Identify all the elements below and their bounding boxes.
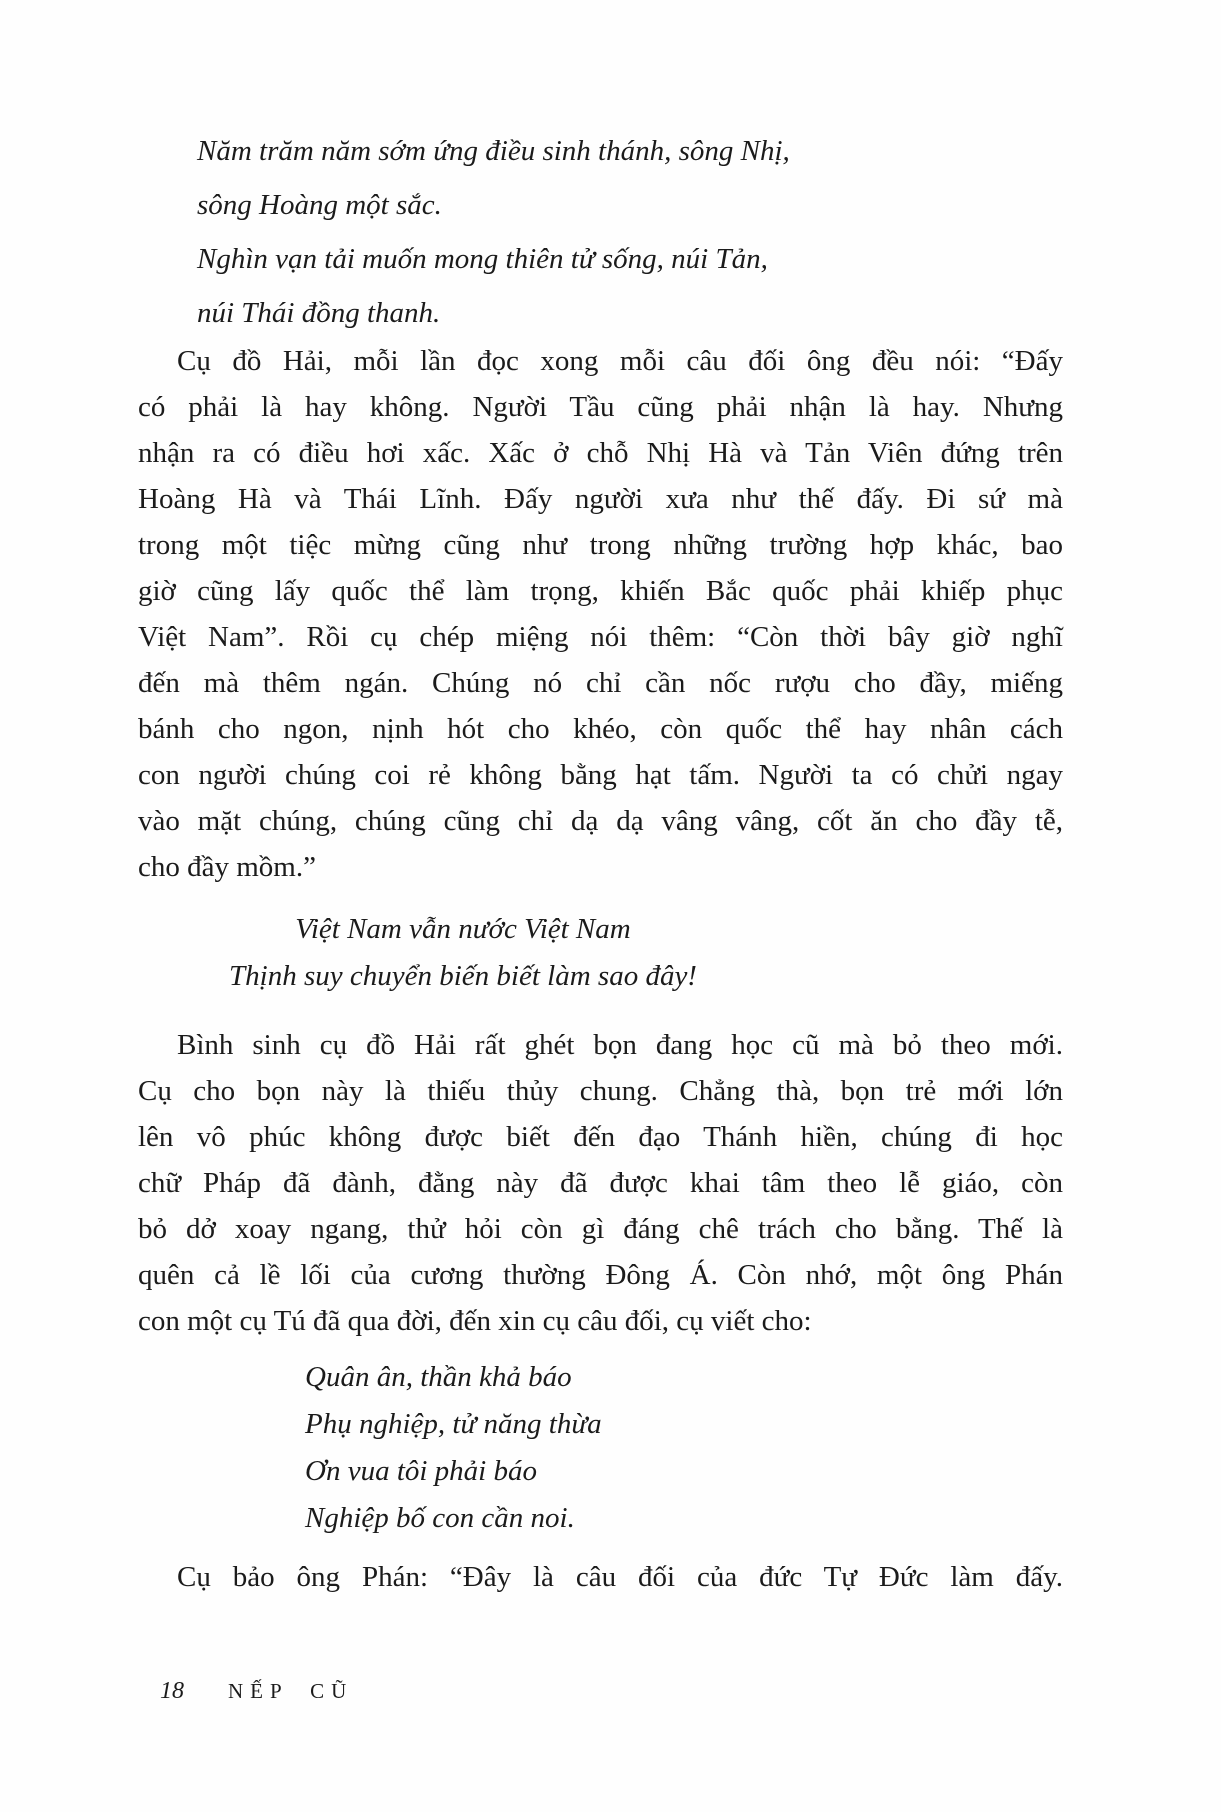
text-line: bỏ dở xoay ngang, thử hỏi còn gì đáng chê trách cho bằng. Thế là bbox=[138, 1213, 1063, 1245]
text-line: con người chúng coi rẻ không bằng hạt tấm. Người ta có chửi ngay bbox=[138, 759, 1063, 791]
text-line: nhận ra có điều hơi xấc. Xấc ở chỗ Nhị Hà và Tản Viên đứng trên bbox=[138, 437, 1063, 469]
text-line: Năm trăm năm sớm ứng điều sinh thánh, sông Nhị, bbox=[197, 135, 790, 167]
text-line: có phải là hay không. Người Tầu cũng phải nhận là hay. Nhưng bbox=[138, 391, 1063, 423]
text-line: Nghìn vạn tải muốn mong thiên tử sống, núi Tản, bbox=[197, 243, 768, 275]
running-title: NẾP CŨ bbox=[228, 1679, 354, 1703]
text-line: núi Thái đồng thanh. bbox=[197, 297, 441, 329]
text-line: Quân ân, thần khả báo bbox=[305, 1361, 572, 1393]
text-line: bánh cho ngon, nịnh hót cho khéo, còn quốc thể hay nhân cách bbox=[138, 713, 1063, 745]
text-line: giờ cũng lấy quốc thể làm trọng, khiến Bắc quốc phải khiếp phục bbox=[138, 575, 1063, 607]
page-footer bbox=[160, 1678, 353, 1705]
text-line: Việt Nam”. Rồi cụ chép miệng nói thêm: “Còn thời bây giờ nghĩ bbox=[138, 621, 1063, 653]
text-line: cho đầy mồm.” bbox=[138, 851, 316, 883]
paragraph-1 bbox=[138, 338, 1063, 890]
paragraph-3 bbox=[138, 1554, 1063, 1600]
text-line: Cụ đồ Hải, mỗi lần đọc xong mỗi câu đối ông đều nói: “Đấy bbox=[177, 345, 1063, 377]
text-line: lên vô phúc không được biết đến đạo Thánh hiền, chúng đi học bbox=[138, 1121, 1063, 1153]
centered-couplet bbox=[138, 906, 788, 1000]
text-line: sông Hoàng một sắc. bbox=[197, 189, 442, 221]
text-line: đến mà thêm ngán. Chúng nó chỉ cần nốc rượu cho đầy, miếng bbox=[138, 667, 1063, 699]
text-line: Thịnh suy chuyển biến biết làm sao đây! bbox=[229, 960, 697, 992]
text-line: trong một tiệc mừng cũng như trong những trường hợp khác, bao bbox=[138, 529, 1063, 561]
text-line: Phụ nghiệp, tử năng thừa bbox=[305, 1408, 602, 1440]
text-line: Việt Nam vẫn nước Việt Nam bbox=[295, 913, 631, 945]
page-number: 18 bbox=[160, 1678, 184, 1704]
text-line: con một cụ Tú đã qua đời, đến xin cụ câu đối, cụ viết cho: bbox=[138, 1305, 812, 1337]
text-line: Bình sinh cụ đồ Hải rất ghét bọn đang học cũ mà bỏ theo mới. bbox=[177, 1029, 1063, 1061]
text-line: vào mặt chúng, chúng cũng chỉ dạ dạ vâng vâng, cốt ăn cho đầy tễ, bbox=[138, 805, 1063, 837]
text-line: Cụ cho bọn này là thiếu thủy chung. Chẳng thà, bọn trẻ mới lớn bbox=[138, 1075, 1063, 1107]
text-line: chữ Pháp đã đành, đằng này đã được khai tâm theo lễ giáo, còn bbox=[138, 1167, 1063, 1199]
text-line: Ơn vua tôi phải báo bbox=[305, 1455, 537, 1487]
opening-verse bbox=[138, 124, 1063, 340]
text-line: Cụ bảo ông Phán: “Đây là câu đối của đức Tự Đức làm đấy. bbox=[177, 1561, 1063, 1593]
text-line: quên cả lề lối của cương thường Đông Á. Còn nhớ, một ông Phán bbox=[138, 1259, 1063, 1291]
text-line: Nghiệp bố con cần noi. bbox=[305, 1502, 575, 1534]
paragraph-2 bbox=[138, 1022, 1063, 1344]
text-line: Hoàng Hà và Thái Lĩnh. Đấy người xưa như thế đấy. Đi sứ mà bbox=[138, 483, 1063, 515]
gift-couplet bbox=[138, 1354, 1063, 1542]
